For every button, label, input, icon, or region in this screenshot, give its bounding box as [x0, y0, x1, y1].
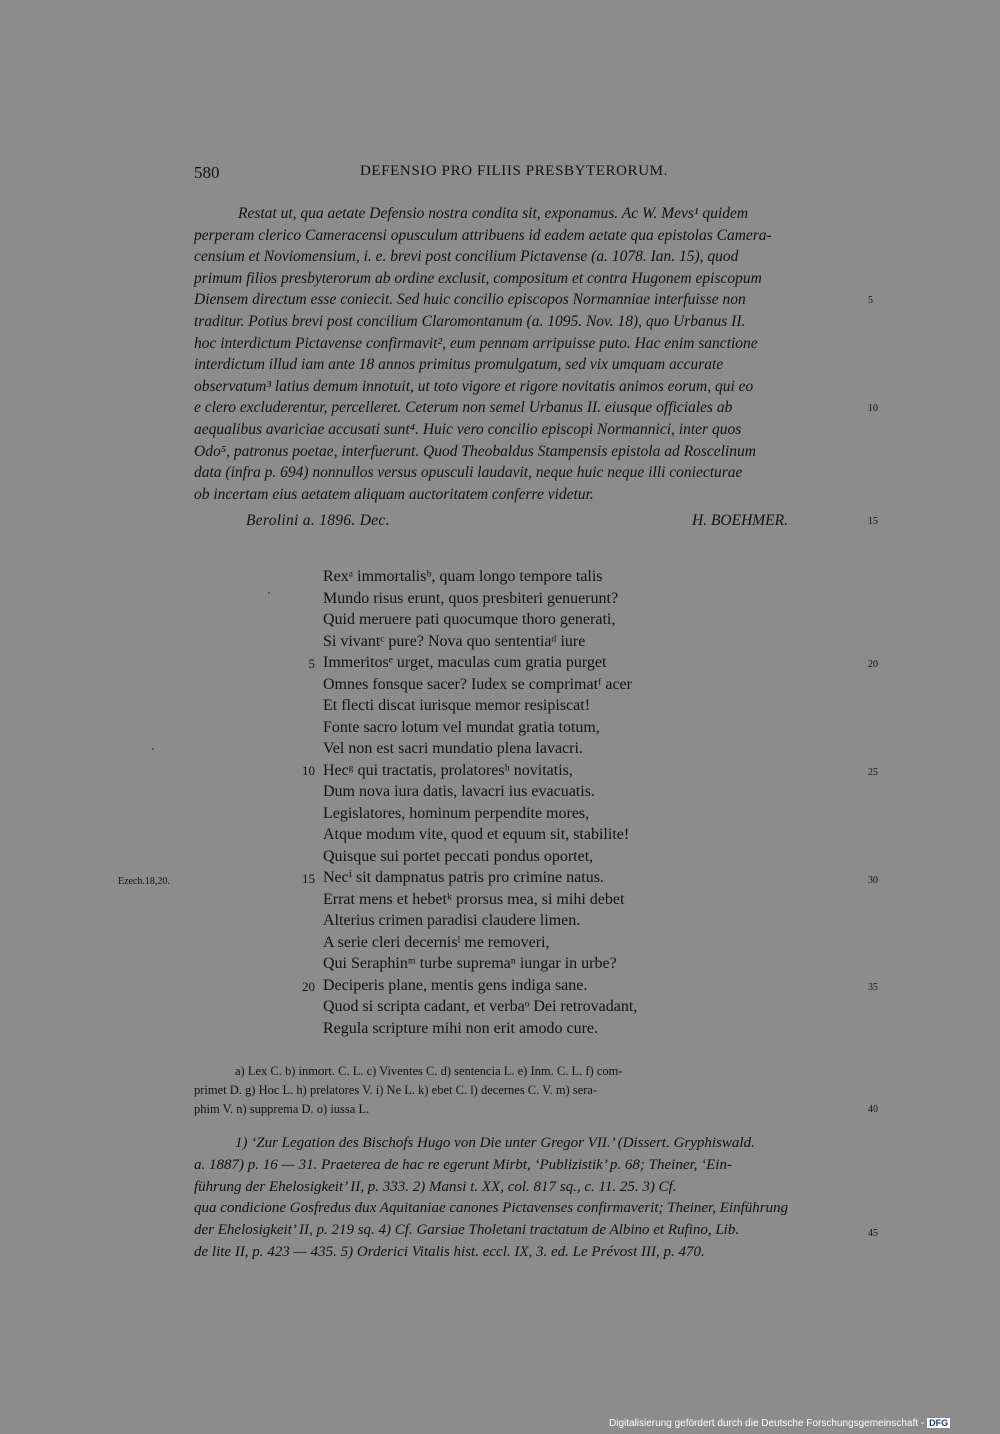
footnote-line: qua condicione Gosfredus dux Aquitaniae canones Pictavenses confirmaverit; Theiner, Einführung: [194, 1200, 789, 1217]
digitization-footer: [609, 1418, 950, 1429]
poem-line: Fonte sacro lotum vel mundat gratia totum,: [323, 718, 600, 736]
margin-reference: Ezech.18,20.: [118, 876, 170, 887]
intro-line: Diensem directum esse coniecit. Sed huic concilio episcopos Normanniae interfuisse non: [194, 291, 746, 309]
poem-line: Alterius crimen paradisi claudere limen.: [323, 912, 581, 929]
intro-line: hoc interdictum Pictavense confirmavit², eum pennam arripuisse puto. Hac enim sanctione: [194, 334, 758, 352]
poem-line: Regula scripture mihi non erit amodo cure.: [323, 1019, 599, 1037]
poem-line: Qui Seraphinᵐ turbe supremaⁿ iungar in urbe?: [323, 955, 617, 972]
poem-line: Quod si scripta cadant, et verbaᵒ Dei retrovadant,: [323, 998, 638, 1015]
poem-line: Si vivantᶜ pure? Nova quo sententiaᵈ iure: [323, 632, 586, 650]
speck: [268, 592, 270, 594]
intro-line: perperam clerico Cameracensi opusculum attribuens id eadem aetate qua epistolas Camera-: [194, 226, 772, 244]
poem-line: Legislatores, hominum perpendite mores,: [323, 804, 590, 822]
poem-line: Et flecti discat iurisque memor resipiscat!: [323, 697, 591, 714]
poem-line: Dum nova iura datis, lavacri ius evacuatis.: [323, 783, 595, 800]
intro-line: observatum³ latius demum innotuit, ut toto vigore et rigore novitatis animos eorum, qui eo: [194, 377, 754, 395]
intro-line: ob incertam eius aetatem aliquam auctoritatem conferre videtur.: [194, 485, 594, 503]
intro-line: Odo⁵, patronus poetae, interfuerunt. Quod Theobaldus Stampensis epistola ad Roscelinum: [194, 442, 756, 460]
intro-line: interdictum illud iam ante 18 annos primitus promulgatum, sed vix umquam accurate: [194, 356, 724, 374]
poem-line: Atque modum vite, quod et equum sit, stabilite!: [323, 826, 630, 843]
poem-line: Rexᵃ immortalisᵇ, quam longo tempore talis: [323, 568, 603, 585]
intro-line: e clero excluderentur, percelleret. Ceterum non semel Urbanus II. eiusque officiales ab: [194, 399, 733, 417]
poem-line: Immeritosᵉ urget, maculas cum gratia purget: [323, 654, 607, 671]
poem-line: Mundo risus erunt, quos presbiteri genuerunt?: [323, 589, 619, 607]
footnote-line: a. 1887) p. 16 — 31. Praeterea de hac re egerunt Mirbt, ‘Publizistik’ p. 68; Theiner, ‘Ein-: [194, 1156, 732, 1173]
verse-number-5: 5: [308, 656, 315, 671]
poem-line: Errat mens et hebetᵏ prorsus mea, si mihi debet: [323, 890, 625, 908]
line-number-25: 25: [868, 767, 878, 778]
footnote-line: der Ehelosigkeit’ II, p. 219 sq. 4) Cf. Garsiae Tholetani tractatum de Albino et Rufino, Lib.: [194, 1222, 740, 1239]
line-number-20: 20: [868, 659, 878, 670]
footnote-line: de lite II, p. 423 — 435. 5) Orderici Vitalis hist. eccl. IX, 3. ed. Le Prévost III, p. 470.: [194, 1244, 705, 1260]
poem-line: Omnes fonsque sacer? Iudex se comprimatᶠ acer: [323, 675, 632, 693]
line-number-45: 45: [868, 1228, 878, 1239]
line-number-10: 10: [868, 403, 878, 414]
footnote-line: führung der Ehelosigkeit’ II, p. 333. 2) Mansi t. XX, col. 817 sq., c. 11. 25. 3) Cf.: [194, 1178, 677, 1195]
verse-number-15: 15: [302, 871, 315, 886]
poem-line: A serie cleri decernisˡ me removeri,: [323, 933, 550, 951]
dfg-logo: DFG: [929, 1418, 949, 1428]
intro-line: censium et Noviomensium, i. e. brevi post concilium Pictavense (a. 1078. Ian. 15), quod: [194, 248, 739, 266]
running-header: [194, 163, 866, 187]
speck: [152, 748, 154, 750]
apparatus-line: primet D. g) Hoc L. h) prelatores V. i) Ne L. k) ebet C. l) decernes C. V. m) sera-: [194, 1083, 598, 1097]
running-title: DEFENSIO PRO FILIIS PRESBYTERORUM.: [360, 163, 668, 179]
footer-text: Digitalisierung gefördert durch die Deutsche Forschungsgemeinschaft -: [609, 1418, 925, 1429]
poem-line: Quisque sui portet peccati pondus oportet,: [323, 847, 594, 865]
line-number-40: 40: [868, 1104, 878, 1115]
line-number-5: 5: [868, 295, 873, 306]
intro-line: aequalibus avariciae accusati sunt⁴. Huic vero concilio episcopi Normannici, inter quos: [194, 421, 742, 438]
line-number-30: 30: [868, 875, 878, 886]
line-number-35: 35: [868, 982, 878, 993]
poem-line: Deciperis plane, mentis gens indiga sane.: [323, 976, 588, 994]
poem-line: Hecᵍ qui tractatis, prolatoresʰ novitatis,: [323, 761, 573, 779]
poem-line: Necⁱ sit dampnatus patris pro crimine natus.: [323, 869, 604, 886]
poem-line: Quid meruere pati quocumque thoro generati,: [323, 611, 616, 628]
verse-number-10: 10: [302, 763, 315, 778]
verse-number-20: 20: [302, 979, 315, 994]
line-number-15: 15: [868, 516, 878, 527]
intro-line: data (infra p. 694) nonnullos versus opusculi laudavit, neque huic neque illi coniecturae: [194, 464, 743, 482]
apparatus-line: a) Lex C. b) inmort. C. L. c) Viventes C. d) sentencia L. e) Inm. C. L. f) com-: [235, 1064, 623, 1078]
signature-author: H. BOEHMER.: [692, 512, 788, 529]
intro-line: traditur. Potius brevi post concilium Claromontanum (a. 1095. Nov. 18), quo Urbanus II.: [194, 313, 746, 330]
intro-line: primum filios presbyterorum ab ordine exclusit, compositum et contra Hugonem episcopum: [194, 269, 762, 287]
footnote-line: 1) ‘Zur Legation des Bischofs Hugo von Die unter Gregor VII.’ (Dissert. Gryphiswald.: [235, 1135, 755, 1151]
apparatus-line: phim V. n) supprema D. o) iussa L.: [194, 1102, 370, 1116]
signature-place-date: Berolini a. 1896. Dec.: [246, 512, 390, 529]
intro-line: Restat ut, qua aetate Defensio nostra condita sit, exponamus. Ac W. Mevs¹ quidem: [238, 205, 749, 222]
page-number: 580: [194, 163, 220, 182]
poem-line: Vel non est sacri mundatio plena lavacri.: [323, 740, 583, 757]
